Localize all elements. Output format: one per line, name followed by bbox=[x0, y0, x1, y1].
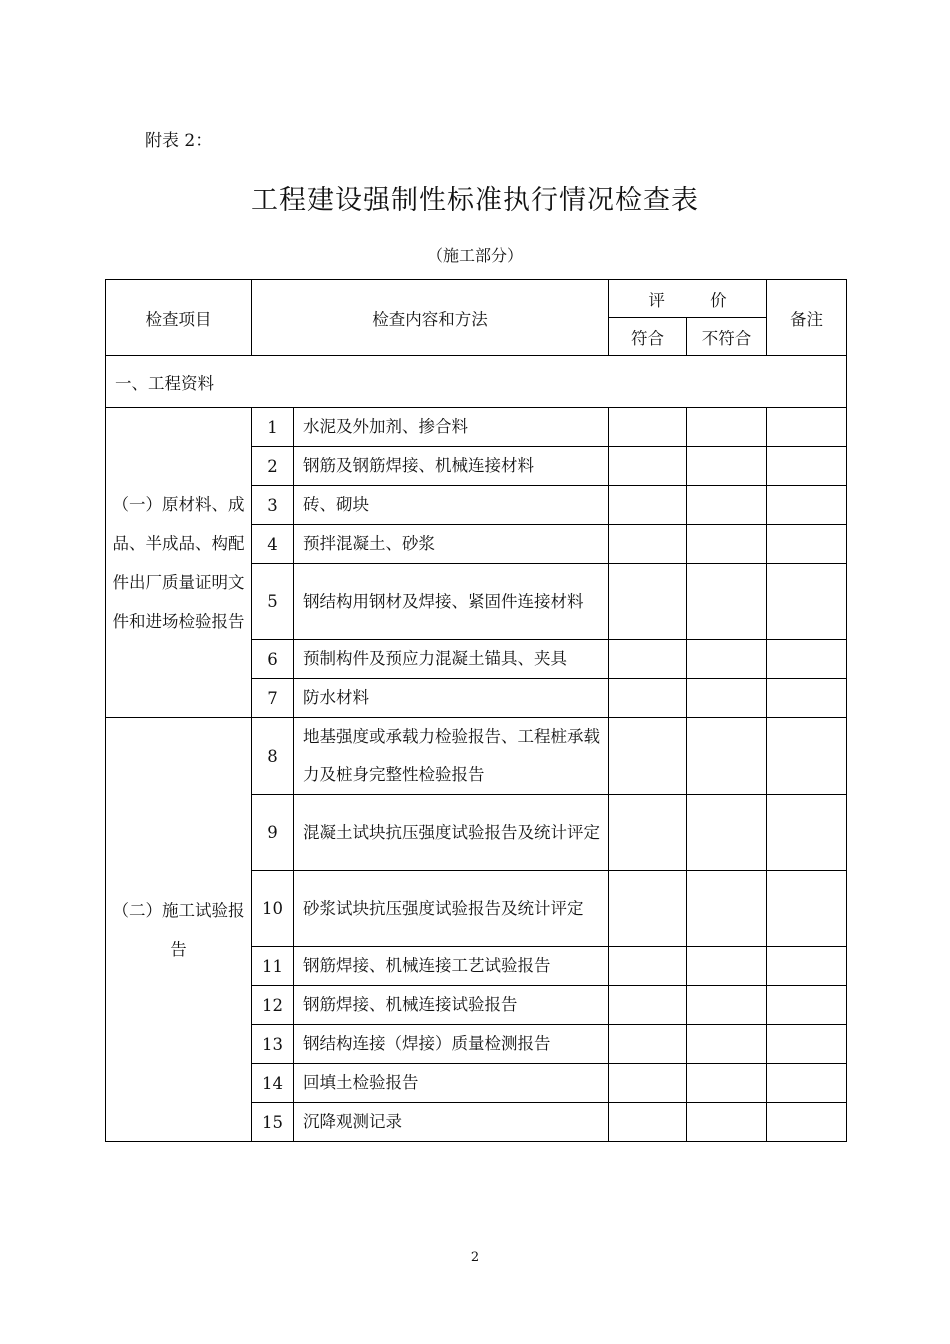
row-number: 11 bbox=[252, 947, 294, 986]
conform-cell[interactable] bbox=[609, 564, 687, 640]
row-number: 15 bbox=[252, 1103, 294, 1142]
nonconform-cell[interactable] bbox=[687, 986, 767, 1025]
remark-cell[interactable] bbox=[767, 1025, 847, 1064]
conform-cell[interactable] bbox=[609, 718, 687, 795]
row-content: 预拌混凝土、砂浆 bbox=[294, 525, 609, 564]
nonconform-cell[interactable] bbox=[687, 525, 767, 564]
remark-cell[interactable] bbox=[767, 408, 847, 447]
remark-cell[interactable] bbox=[767, 447, 847, 486]
remark-cell[interactable] bbox=[767, 1103, 847, 1142]
nonconform-cell[interactable] bbox=[687, 1103, 767, 1142]
nonconform-cell[interactable] bbox=[687, 947, 767, 986]
row-content: 钢结构连接（焊接）质量检测报告 bbox=[294, 1025, 609, 1064]
nonconform-cell[interactable] bbox=[687, 447, 767, 486]
remark-cell[interactable] bbox=[767, 486, 847, 525]
conform-cell[interactable] bbox=[609, 1103, 687, 1142]
remark-cell[interactable] bbox=[767, 679, 847, 718]
nonconform-cell[interactable] bbox=[687, 408, 767, 447]
row-content: 钢筋焊接、机械连接工艺试验报告 bbox=[294, 947, 609, 986]
row-number: 13 bbox=[252, 1025, 294, 1064]
conform-cell[interactable] bbox=[609, 525, 687, 564]
row-content: 钢筋焊接、机械连接试验报告 bbox=[294, 986, 609, 1025]
remark-cell[interactable] bbox=[767, 525, 847, 564]
row-content: 回填土检验报告 bbox=[294, 1064, 609, 1103]
nonconform-cell[interactable] bbox=[687, 564, 767, 640]
table-row bbox=[106, 408, 847, 447]
nonconform-cell[interactable] bbox=[687, 1025, 767, 1064]
header-remark: 备注 bbox=[767, 280, 847, 356]
header-nonconform: 不符合 bbox=[687, 318, 767, 356]
remark-cell[interactable] bbox=[767, 640, 847, 679]
row-number: 3 bbox=[252, 486, 294, 525]
inspection-table bbox=[105, 279, 847, 1142]
row-number: 8 bbox=[252, 718, 294, 795]
group-label-tests: （二）施工试验报告 bbox=[106, 718, 252, 1142]
page-title: 工程建设强制性标准执行情况检查表 bbox=[251, 185, 699, 216]
row-number: 9 bbox=[252, 795, 294, 871]
row-number: 10 bbox=[252, 871, 294, 947]
row-number: 5 bbox=[252, 564, 294, 640]
nonconform-cell[interactable] bbox=[687, 718, 767, 795]
row-content: 沉降观测记录 bbox=[294, 1103, 609, 1142]
row-number: 4 bbox=[252, 525, 294, 564]
conform-cell[interactable] bbox=[609, 679, 687, 718]
remark-cell[interactable] bbox=[767, 986, 847, 1025]
nonconform-cell[interactable] bbox=[687, 1064, 767, 1103]
conform-cell[interactable] bbox=[609, 640, 687, 679]
header-conform: 符合 bbox=[609, 318, 687, 356]
remark-cell[interactable] bbox=[767, 718, 847, 795]
row-content: 钢结构用钢材及焊接、紧固件连接材料 bbox=[294, 564, 609, 640]
nonconform-cell[interactable] bbox=[687, 679, 767, 718]
row-number: 1 bbox=[252, 408, 294, 447]
row-content: 防水材料 bbox=[294, 679, 609, 718]
nonconform-cell[interactable] bbox=[687, 795, 767, 871]
conform-cell[interactable] bbox=[609, 986, 687, 1025]
nonconform-cell[interactable] bbox=[687, 871, 767, 947]
page-number: 2 bbox=[470, 1250, 480, 1265]
conform-cell[interactable] bbox=[609, 1064, 687, 1103]
remark-cell[interactable] bbox=[767, 1064, 847, 1103]
row-number: 12 bbox=[252, 986, 294, 1025]
row-content: 地基强度或承载力检验报告、工程桩承载力及桩身完整性检验报告 bbox=[294, 718, 609, 795]
row-number: 14 bbox=[252, 1064, 294, 1103]
row-content: 混凝土试块抗压强度试验报告及统计评定 bbox=[294, 795, 609, 871]
conform-cell[interactable] bbox=[609, 871, 687, 947]
header-evaluation: 评 价 bbox=[609, 280, 767, 318]
nonconform-cell[interactable] bbox=[687, 486, 767, 525]
row-content: 钢筋及钢筋焊接、机械连接材料 bbox=[294, 447, 609, 486]
header-row-top bbox=[106, 280, 847, 318]
nonconform-cell[interactable] bbox=[687, 640, 767, 679]
row-content: 砂浆试块抗压强度试验报告及统计评定 bbox=[294, 871, 609, 947]
conform-cell[interactable] bbox=[609, 408, 687, 447]
group-label-materials: （一）原材料、成品、半成品、构配件出厂质量证明文件和进场检验报告 bbox=[106, 408, 252, 718]
row-content: 预制构件及预应力混凝土锚具、夹具 bbox=[294, 640, 609, 679]
appendix-label: 附表 2： bbox=[145, 131, 213, 151]
remark-cell[interactable] bbox=[767, 795, 847, 871]
remark-cell[interactable] bbox=[767, 564, 847, 640]
section-title: 一、工程资料 bbox=[106, 356, 847, 408]
remark-cell[interactable] bbox=[767, 871, 847, 947]
row-content: 水泥及外加剂、掺合料 bbox=[294, 408, 609, 447]
conform-cell[interactable] bbox=[609, 447, 687, 486]
row-number: 6 bbox=[252, 640, 294, 679]
row-number: 7 bbox=[252, 679, 294, 718]
conform-cell[interactable] bbox=[609, 947, 687, 986]
row-content: 砖、砌块 bbox=[294, 486, 609, 525]
conform-cell[interactable] bbox=[609, 1025, 687, 1064]
table-row bbox=[106, 718, 847, 795]
conform-cell[interactable] bbox=[609, 795, 687, 871]
row-number: 2 bbox=[252, 447, 294, 486]
section-row bbox=[106, 356, 847, 408]
conform-cell[interactable] bbox=[609, 486, 687, 525]
page-subtitle: （施工部分） bbox=[426, 246, 523, 265]
header-item: 检查项目 bbox=[106, 280, 252, 356]
remark-cell[interactable] bbox=[767, 947, 847, 986]
header-content: 检查内容和方法 bbox=[252, 280, 609, 356]
